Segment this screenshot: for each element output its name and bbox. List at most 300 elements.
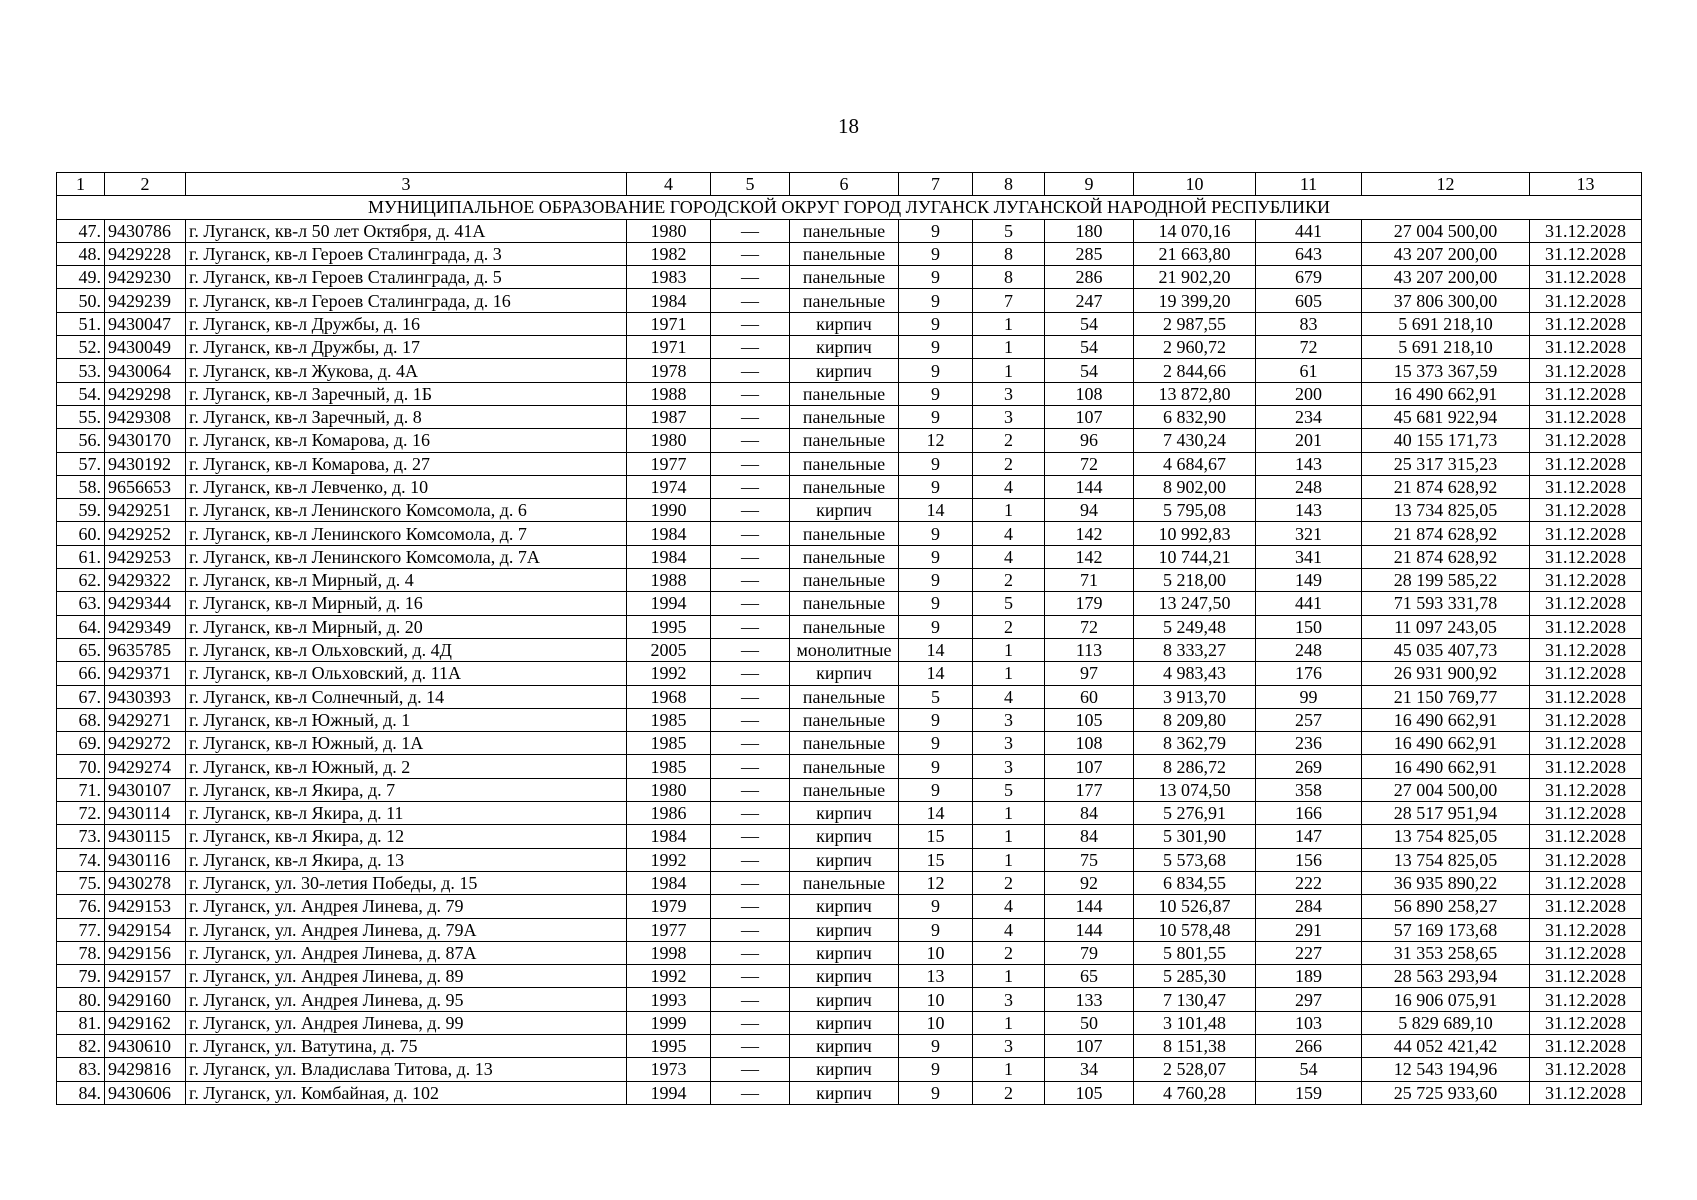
entrances-cell: 3 [973, 382, 1045, 405]
column-header: 7 [899, 173, 973, 196]
total-area-cell: 2 960,72 [1134, 336, 1256, 359]
floors-cell: 9 [899, 1081, 973, 1104]
apartments-cell: 34 [1045, 1058, 1134, 1081]
year-built-cell: 1995 [627, 1034, 711, 1057]
entrances-cell: 2 [973, 452, 1045, 475]
entrances-cell: 4 [973, 685, 1045, 708]
building-id-cell: 9429157 [105, 965, 186, 988]
col-5-value-cell: — [711, 266, 790, 289]
building-id-cell: 9429230 [105, 266, 186, 289]
year-built-cell: 1977 [627, 452, 711, 475]
column-header: 5 [711, 173, 790, 196]
cost-cell: 28 517 951,94 [1362, 802, 1530, 825]
wall-material-cell: панельные [790, 266, 899, 289]
residents-cell: 176 [1256, 662, 1362, 685]
building-id-cell: 9430116 [105, 848, 186, 871]
table-body [57, 219, 1642, 1104]
residents-cell: 234 [1256, 405, 1362, 428]
total-area-cell: 2 528,07 [1134, 1058, 1256, 1081]
entrances-cell: 5 [973, 592, 1045, 615]
cost-cell: 37 806 300,00 [1362, 289, 1530, 312]
apartments-cell: 107 [1045, 755, 1134, 778]
apartments-cell: 142 [1045, 545, 1134, 568]
table-row [57, 871, 1642, 894]
entrances-cell: 4 [973, 522, 1045, 545]
table-row [57, 499, 1642, 522]
row-number-cell: 51. [57, 312, 105, 335]
residents-cell: 321 [1256, 522, 1362, 545]
residents-cell: 147 [1256, 825, 1362, 848]
building-id-cell: 9430393 [105, 685, 186, 708]
entrances-cell: 2 [973, 615, 1045, 638]
wall-material-cell: панельные [790, 545, 899, 568]
column-header: 3 [186, 173, 627, 196]
entrances-cell: 1 [973, 1058, 1045, 1081]
row-number-cell: 60. [57, 522, 105, 545]
table-row [57, 1011, 1642, 1034]
column-header: 1 [57, 173, 105, 196]
wall-material-cell: панельные [790, 405, 899, 428]
entrances-cell: 3 [973, 1034, 1045, 1057]
address-cell: г. Луганск, ул. Андрея Линева, д. 99 [186, 1011, 627, 1034]
deadline-date-cell: 31.12.2028 [1530, 545, 1642, 568]
address-cell: г. Луганск, кв-л Мирный, д. 4 [186, 569, 627, 592]
floors-cell: 9 [899, 289, 973, 312]
year-built-cell: 1992 [627, 848, 711, 871]
cost-cell: 21 874 628,92 [1362, 475, 1530, 498]
building-id-cell: 9429349 [105, 615, 186, 638]
residents-cell: 266 [1256, 1034, 1362, 1057]
entrances-cell: 1 [973, 336, 1045, 359]
floors-cell: 9 [899, 895, 973, 918]
table-row [57, 242, 1642, 265]
address-cell: г. Луганск, кв-л Южный, д. 2 [186, 755, 627, 778]
total-area-cell: 8 209,80 [1134, 708, 1256, 731]
residents-cell: 269 [1256, 755, 1362, 778]
address-cell: г. Луганск, кв-л Южный, д. 1А [186, 732, 627, 755]
apartments-cell: 177 [1045, 778, 1134, 801]
wall-material-cell: кирпич [790, 848, 899, 871]
table-row [57, 848, 1642, 871]
total-area-cell: 10 992,83 [1134, 522, 1256, 545]
year-built-cell: 1990 [627, 499, 711, 522]
apartments-cell: 144 [1045, 895, 1134, 918]
apartments-cell: 285 [1045, 242, 1134, 265]
deadline-date-cell: 31.12.2028 [1530, 499, 1642, 522]
building-id-cell: 9429274 [105, 755, 186, 778]
row-number-cell: 81. [57, 1011, 105, 1034]
address-cell: г. Луганск, кв-л Якира, д. 7 [186, 778, 627, 801]
address-cell: г. Луганск, кв-л Дружбы, д. 17 [186, 336, 627, 359]
building-id-cell: 9429251 [105, 499, 186, 522]
col-5-value-cell: — [711, 1011, 790, 1034]
cost-cell: 43 207 200,00 [1362, 242, 1530, 265]
building-id-cell: 9430606 [105, 1081, 186, 1104]
col-5-value-cell: — [711, 429, 790, 452]
residents-cell: 358 [1256, 778, 1362, 801]
residents-cell: 72 [1256, 336, 1362, 359]
year-built-cell: 1994 [627, 592, 711, 615]
row-number-cell: 61. [57, 545, 105, 568]
deadline-date-cell: 31.12.2028 [1530, 662, 1642, 685]
cost-cell: 57 169 173,68 [1362, 918, 1530, 941]
col-5-value-cell: — [711, 219, 790, 242]
address-cell: г. Луганск, кв-л Комарова, д. 27 [186, 452, 627, 475]
entrances-cell: 2 [973, 941, 1045, 964]
col-5-value-cell: — [711, 662, 790, 685]
deadline-date-cell: 31.12.2028 [1530, 1011, 1642, 1034]
col-5-value-cell: — [711, 452, 790, 475]
column-header: 10 [1134, 173, 1256, 196]
residents-cell: 159 [1256, 1081, 1362, 1104]
floors-cell: 14 [899, 662, 973, 685]
address-cell: г. Луганск, кв-л Ленинского Комсомола, д. 7А [186, 545, 627, 568]
residents-cell: 284 [1256, 895, 1362, 918]
table-row [57, 965, 1642, 988]
residents-cell: 605 [1256, 289, 1362, 312]
table-row [57, 312, 1642, 335]
building-id-cell: 9429322 [105, 569, 186, 592]
total-area-cell: 7 430,24 [1134, 429, 1256, 452]
total-area-cell: 3 913,70 [1134, 685, 1256, 708]
entrances-cell: 1 [973, 499, 1045, 522]
col-5-value-cell: — [711, 965, 790, 988]
apartments-cell: 72 [1045, 452, 1134, 475]
building-id-cell: 9429816 [105, 1058, 186, 1081]
table-row [57, 289, 1642, 312]
floors-cell: 14 [899, 802, 973, 825]
col-5-value-cell: — [711, 638, 790, 661]
column-header: 9 [1045, 173, 1134, 196]
address-cell: г. Луганск, ул. 30-летия Победы, д. 15 [186, 871, 627, 894]
building-id-cell: 9430064 [105, 359, 186, 382]
year-built-cell: 1984 [627, 289, 711, 312]
total-area-cell: 5 801,55 [1134, 941, 1256, 964]
deadline-date-cell: 31.12.2028 [1530, 382, 1642, 405]
apartments-cell: 144 [1045, 918, 1134, 941]
cost-cell: 45 035 407,73 [1362, 638, 1530, 661]
col-5-value-cell: — [711, 1081, 790, 1104]
address-cell: г. Луганск, кв-л Ольховский, д. 4Д [186, 638, 627, 661]
year-built-cell: 1985 [627, 732, 711, 755]
residents-cell: 189 [1256, 965, 1362, 988]
residents-cell: 156 [1256, 848, 1362, 871]
address-cell: г. Луганск, кв-л Дружбы, д. 16 [186, 312, 627, 335]
building-id-cell: 9429160 [105, 988, 186, 1011]
table-row [57, 615, 1642, 638]
total-area-cell: 4 760,28 [1134, 1081, 1256, 1104]
year-built-cell: 1971 [627, 312, 711, 335]
entrances-cell: 4 [973, 475, 1045, 498]
row-number-cell: 73. [57, 825, 105, 848]
residents-cell: 222 [1256, 871, 1362, 894]
deadline-date-cell: 31.12.2028 [1530, 848, 1642, 871]
floors-cell: 10 [899, 1011, 973, 1034]
deadline-date-cell: 31.12.2028 [1530, 1058, 1642, 1081]
apartments-cell: 286 [1045, 266, 1134, 289]
row-number-cell: 49. [57, 266, 105, 289]
floors-cell: 15 [899, 848, 973, 871]
cost-cell: 44 052 421,42 [1362, 1034, 1530, 1057]
building-id-cell: 9430114 [105, 802, 186, 825]
wall-material-cell: кирпич [790, 825, 899, 848]
total-area-cell: 21 902,20 [1134, 266, 1256, 289]
deadline-date-cell: 31.12.2028 [1530, 452, 1642, 475]
table-row [57, 638, 1642, 661]
table-row [57, 545, 1642, 568]
address-cell: г. Луганск, ул. Андрея Линева, д. 89 [186, 965, 627, 988]
table-row [57, 918, 1642, 941]
row-number-cell: 54. [57, 382, 105, 405]
floors-cell: 9 [899, 732, 973, 755]
cost-cell: 5 691 218,10 [1362, 312, 1530, 335]
floors-cell: 9 [899, 569, 973, 592]
wall-material-cell: панельные [790, 569, 899, 592]
apartments-cell: 79 [1045, 941, 1134, 964]
cost-cell: 21 874 628,92 [1362, 522, 1530, 545]
col-5-value-cell: — [711, 871, 790, 894]
year-built-cell: 1984 [627, 522, 711, 545]
wall-material-cell: панельные [790, 452, 899, 475]
entrances-cell: 3 [973, 755, 1045, 778]
building-id-cell: 9430786 [105, 219, 186, 242]
cost-cell: 56 890 258,27 [1362, 895, 1530, 918]
residents-cell: 200 [1256, 382, 1362, 405]
deadline-date-cell: 31.12.2028 [1530, 312, 1642, 335]
floors-cell: 5 [899, 685, 973, 708]
apartments-cell: 107 [1045, 1034, 1134, 1057]
deadline-date-cell: 31.12.2028 [1530, 522, 1642, 545]
apartments-cell: 84 [1045, 825, 1134, 848]
table-row [57, 336, 1642, 359]
year-built-cell: 1977 [627, 918, 711, 941]
table-row [57, 359, 1642, 382]
address-cell: г. Луганск, кв-л Заречный, д. 8 [186, 405, 627, 428]
entrances-cell: 8 [973, 242, 1045, 265]
row-number-cell: 78. [57, 941, 105, 964]
year-built-cell: 1987 [627, 405, 711, 428]
cost-cell: 16 490 662,91 [1362, 755, 1530, 778]
apartments-cell: 133 [1045, 988, 1134, 1011]
year-built-cell: 1980 [627, 778, 711, 801]
year-built-cell: 1988 [627, 569, 711, 592]
wall-material-cell: кирпич [790, 312, 899, 335]
year-built-cell: 1982 [627, 242, 711, 265]
wall-material-cell: панельные [790, 708, 899, 731]
year-built-cell: 1988 [627, 382, 711, 405]
cost-cell: 71 593 331,78 [1362, 592, 1530, 615]
apartments-cell: 144 [1045, 475, 1134, 498]
address-cell: г. Луганск, ул. Андрея Линева, д. 79А [186, 918, 627, 941]
row-number-cell: 62. [57, 569, 105, 592]
building-id-cell: 9430107 [105, 778, 186, 801]
table-row [57, 802, 1642, 825]
total-area-cell: 13 074,50 [1134, 778, 1256, 801]
entrances-cell: 2 [973, 871, 1045, 894]
wall-material-cell: панельные [790, 685, 899, 708]
building-id-cell: 9430610 [105, 1034, 186, 1057]
row-number-cell: 63. [57, 592, 105, 615]
table-row [57, 825, 1642, 848]
deadline-date-cell: 31.12.2028 [1530, 708, 1642, 731]
wall-material-cell: панельные [790, 242, 899, 265]
entrances-cell: 2 [973, 569, 1045, 592]
apartments-cell: 65 [1045, 965, 1134, 988]
wall-material-cell: кирпич [790, 988, 899, 1011]
entrances-cell: 1 [973, 312, 1045, 335]
total-area-cell: 8 333,27 [1134, 638, 1256, 661]
year-built-cell: 1992 [627, 662, 711, 685]
col-5-value-cell: — [711, 848, 790, 871]
section-title: МУНИЦИПАЛЬНОЕ ОБРАЗОВАНИЕ ГОРОДСКОЙ ОКРУГ ГОРОД ЛУГАНСК ЛУГАНСКОЙ НАРОДНОЙ РЕСПУБЛИКИ [57, 196, 1642, 219]
residents-cell: 441 [1256, 219, 1362, 242]
cost-cell: 25 317 315,23 [1362, 452, 1530, 475]
col-5-value-cell: — [711, 336, 790, 359]
col-5-value-cell: — [711, 289, 790, 312]
address-cell: г. Луганск, кв-л Героев Сталинграда, д. 16 [186, 289, 627, 312]
row-number-cell: 64. [57, 615, 105, 638]
entrances-cell: 2 [973, 429, 1045, 452]
residents-cell: 201 [1256, 429, 1362, 452]
residents-cell: 166 [1256, 802, 1362, 825]
row-number-cell: 67. [57, 685, 105, 708]
deadline-date-cell: 31.12.2028 [1530, 778, 1642, 801]
row-number-cell: 50. [57, 289, 105, 312]
deadline-date-cell: 31.12.2028 [1530, 1081, 1642, 1104]
entrances-cell: 8 [973, 266, 1045, 289]
deadline-date-cell: 31.12.2028 [1530, 615, 1642, 638]
year-built-cell: 1985 [627, 755, 711, 778]
year-built-cell: 1986 [627, 802, 711, 825]
table-row [57, 569, 1642, 592]
floors-cell: 9 [899, 219, 973, 242]
total-area-cell: 6 832,90 [1134, 405, 1256, 428]
total-area-cell: 5 285,30 [1134, 965, 1256, 988]
entrances-cell: 3 [973, 732, 1045, 755]
total-area-cell: 13 247,50 [1134, 592, 1256, 615]
apartments-cell: 108 [1045, 382, 1134, 405]
floors-cell: 9 [899, 242, 973, 265]
building-id-cell: 9429162 [105, 1011, 186, 1034]
row-number-cell: 69. [57, 732, 105, 755]
address-cell: г. Луганск, кв-л Заречный, д. 1Б [186, 382, 627, 405]
wall-material-cell: кирпич [790, 802, 899, 825]
entrances-cell: 1 [973, 965, 1045, 988]
row-number-cell: 70. [57, 755, 105, 778]
row-number-cell: 58. [57, 475, 105, 498]
total-area-cell: 5 249,48 [1134, 615, 1256, 638]
floors-cell: 10 [899, 988, 973, 1011]
col-5-value-cell: — [711, 685, 790, 708]
address-cell: г. Луганск, кв-л Якира, д. 13 [186, 848, 627, 871]
year-built-cell: 1980 [627, 429, 711, 452]
wall-material-cell: кирпич [790, 941, 899, 964]
deadline-date-cell: 31.12.2028 [1530, 638, 1642, 661]
floors-cell: 9 [899, 778, 973, 801]
residents-cell: 103 [1256, 1011, 1362, 1034]
residents-cell: 150 [1256, 615, 1362, 638]
floors-cell: 9 [899, 266, 973, 289]
cost-cell: 5 829 689,10 [1362, 1011, 1530, 1034]
col-5-value-cell: — [711, 382, 790, 405]
apartments-cell: 96 [1045, 429, 1134, 452]
apartments-cell: 72 [1045, 615, 1134, 638]
cost-cell: 28 563 293,94 [1362, 965, 1530, 988]
building-id-cell: 9429271 [105, 708, 186, 731]
wall-material-cell: кирпич [790, 336, 899, 359]
floors-cell: 12 [899, 429, 973, 452]
cost-cell: 5 691 218,10 [1362, 336, 1530, 359]
year-built-cell: 1983 [627, 266, 711, 289]
apartments-cell: 180 [1045, 219, 1134, 242]
total-area-cell: 10 578,48 [1134, 918, 1256, 941]
column-header: 8 [973, 173, 1045, 196]
building-id-cell: 9430192 [105, 452, 186, 475]
apartments-cell: 113 [1045, 638, 1134, 661]
address-cell: г. Луганск, ул. Андрея Линева, д. 79 [186, 895, 627, 918]
floors-cell: 9 [899, 336, 973, 359]
col-5-value-cell: — [711, 312, 790, 335]
col-5-value-cell: — [711, 988, 790, 1011]
address-cell: г. Луганск, кв-л Героев Сталинграда, д. 3 [186, 242, 627, 265]
apartments-cell: 107 [1045, 405, 1134, 428]
cost-cell: 16 490 662,91 [1362, 382, 1530, 405]
year-built-cell: 1999 [627, 1011, 711, 1034]
table-row [57, 592, 1642, 615]
col-5-value-cell: — [711, 825, 790, 848]
address-cell: г. Луганск, кв-л Солнечный, д. 14 [186, 685, 627, 708]
entrances-cell: 1 [973, 638, 1045, 661]
residents-cell: 248 [1256, 475, 1362, 498]
residents-cell: 643 [1256, 242, 1362, 265]
year-built-cell: 1980 [627, 219, 711, 242]
row-number-cell: 48. [57, 242, 105, 265]
row-number-cell: 55. [57, 405, 105, 428]
wall-material-cell: панельные [790, 382, 899, 405]
col-5-value-cell: — [711, 918, 790, 941]
entrances-cell: 1 [973, 662, 1045, 685]
cost-cell: 12 543 194,96 [1362, 1058, 1530, 1081]
table-row [57, 708, 1642, 731]
deadline-date-cell: 31.12.2028 [1530, 475, 1642, 498]
column-header: 2 [105, 173, 186, 196]
wall-material-cell: панельные [790, 429, 899, 452]
address-cell: г. Луганск, ул. Андрея Линева, д. 87А [186, 941, 627, 964]
row-number-cell: 76. [57, 895, 105, 918]
deadline-date-cell: 31.12.2028 [1530, 732, 1642, 755]
address-cell: г. Луганск, кв-л Мирный, д. 20 [186, 615, 627, 638]
total-area-cell: 8 286,72 [1134, 755, 1256, 778]
cost-cell: 27 004 500,00 [1362, 219, 1530, 242]
building-id-cell: 9430278 [105, 871, 186, 894]
table-row [57, 382, 1642, 405]
col-5-value-cell: — [711, 1058, 790, 1081]
row-number-cell: 72. [57, 802, 105, 825]
year-built-cell: 1984 [627, 825, 711, 848]
cost-cell: 13 754 825,05 [1362, 848, 1530, 871]
wall-material-cell: панельные [790, 778, 899, 801]
address-cell: г. Луганск, ул. Комбайная, д. 102 [186, 1081, 627, 1104]
row-number-cell: 77. [57, 918, 105, 941]
deadline-date-cell: 31.12.2028 [1530, 825, 1642, 848]
total-area-cell: 13 872,80 [1134, 382, 1256, 405]
row-number-cell: 56. [57, 429, 105, 452]
col-5-value-cell: — [711, 895, 790, 918]
cost-cell: 13 754 825,05 [1362, 825, 1530, 848]
wall-material-cell: кирпич [790, 918, 899, 941]
housing-registry-table [56, 172, 1642, 1105]
address-cell: г. Луганск, кв-л Жукова, д. 4А [186, 359, 627, 382]
